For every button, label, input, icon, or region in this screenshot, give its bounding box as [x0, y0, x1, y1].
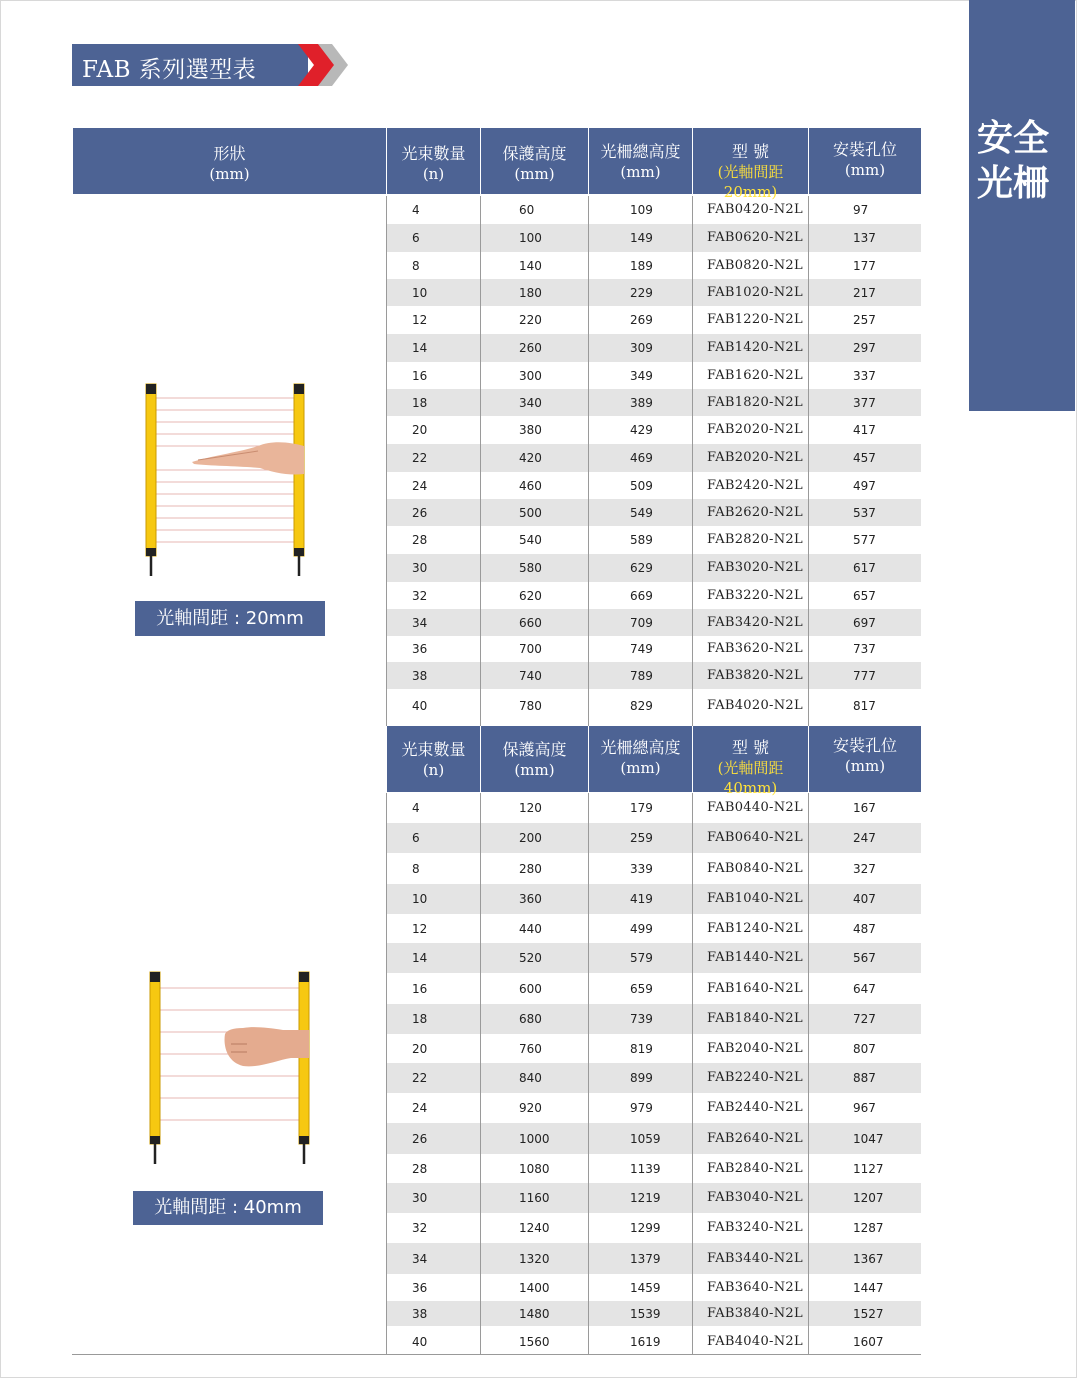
spacing-caption-40: 光軸間距 : 40mm	[133, 1191, 323, 1225]
title-badge	[72, 44, 308, 86]
cell-model: FAB3040-N2L	[707, 1190, 803, 1205]
cell-mount: 247	[853, 831, 876, 845]
cell-beams: 36	[412, 642, 428, 656]
table-row	[387, 1063, 921, 1093]
cell-mount: 967	[853, 1101, 876, 1115]
table-row	[387, 793, 921, 823]
cell-mount: 537	[853, 506, 876, 520]
cell-beams: 30	[412, 561, 428, 575]
header-model: 型 號 (光軸間距20mm)	[717, 142, 784, 201]
cell-total-height: 589	[630, 533, 653, 547]
cell-total-height: 819	[630, 1042, 653, 1056]
cell-model: FAB3020-N2L	[707, 560, 803, 575]
cell-mount: 807	[853, 1042, 876, 1056]
cell-mount: 337	[853, 369, 876, 383]
cell-total-height: 749	[630, 642, 653, 656]
cell-mount: 257	[853, 313, 876, 327]
cell-beams: 8	[412, 862, 420, 876]
cell-total-height: 259	[630, 831, 653, 845]
cell-model: FAB1620-N2L	[707, 368, 803, 383]
table-row	[387, 943, 921, 973]
cell-beams: 4	[412, 203, 420, 217]
cell-beams: 4	[412, 801, 420, 815]
cell-total-height: 189	[630, 259, 653, 273]
cell-model: FAB3840-N2L	[707, 1306, 803, 1321]
cell-model: FAB1240-N2L	[707, 921, 803, 936]
cell-beams: 18	[412, 396, 428, 410]
cell-total-height: 669	[630, 589, 653, 603]
cell-model: FAB0440-N2L	[707, 800, 803, 815]
table-row	[387, 279, 921, 306]
cell-mount: 697	[853, 616, 876, 630]
header-protect-height: 保護高度 (mm)	[502, 144, 567, 183]
cell-model: FAB0820-N2L	[707, 258, 803, 273]
cell-mount: 657	[853, 589, 876, 603]
table-row	[387, 252, 921, 279]
cell-total-height: 1139	[630, 1162, 661, 1176]
cell-mount: 1527	[853, 1307, 884, 1321]
header-total-height: 光柵總高度 (mm)	[600, 142, 681, 181]
column-divider	[480, 793, 481, 1354]
cell-protect-height: 200	[519, 831, 542, 845]
table-row	[387, 1183, 921, 1213]
cell-protect-height: 740	[519, 669, 542, 683]
cell-beams: 16	[412, 982, 428, 996]
cell-protect-height: 1560	[519, 1335, 550, 1349]
cell-protect-height: 220	[519, 313, 542, 327]
table-row	[387, 196, 921, 224]
cell-beams: 30	[412, 1191, 428, 1205]
cell-beams: 6	[412, 831, 420, 845]
cell-mount: 1207	[853, 1191, 884, 1205]
cell-total-height: 509	[630, 479, 653, 493]
cell-protect-height: 280	[519, 862, 542, 876]
cell-protect-height: 580	[519, 561, 542, 575]
cell-beams: 24	[412, 1101, 428, 1115]
cell-mount: 737	[853, 642, 876, 656]
cell-total-height: 179	[630, 801, 653, 815]
cell-mount: 417	[853, 423, 876, 437]
light-curtain-hand-image	[140, 380, 315, 580]
cell-total-height: 659	[630, 982, 653, 996]
cell-protect-height: 360	[519, 892, 542, 906]
cell-model: FAB2240-N2L	[707, 1070, 803, 1085]
cell-total-height: 1539	[630, 1307, 661, 1321]
cell-beams: 14	[412, 341, 428, 355]
cell-protect-height: 760	[519, 1042, 542, 1056]
cell-beams: 20	[412, 423, 428, 437]
cell-model: FAB2820-N2L	[707, 532, 803, 547]
cell-protect-height: 1160	[519, 1191, 550, 1205]
table-row	[387, 1301, 921, 1326]
cell-model: FAB2420-N2L	[707, 478, 803, 493]
page-title: FAB 系列選型表	[82, 57, 257, 83]
table-row	[387, 444, 921, 472]
table-row	[387, 499, 921, 526]
cell-model: FAB2020-N2L	[707, 450, 803, 465]
cell-total-height: 429	[630, 423, 653, 437]
cell-mount: 377	[853, 396, 876, 410]
cell-total-height: 709	[630, 616, 653, 630]
cell-model: FAB3820-N2L	[707, 668, 803, 683]
cell-total-height: 579	[630, 951, 653, 965]
cell-mount: 1287	[853, 1221, 884, 1235]
cell-model: FAB1640-N2L	[707, 981, 803, 996]
cell-beams: 36	[412, 1281, 428, 1295]
cell-beams: 22	[412, 1071, 428, 1085]
cell-model: FAB4020-N2L	[707, 698, 803, 713]
cell-protect-height: 260	[519, 341, 542, 355]
cell-mount: 567	[853, 951, 876, 965]
cell-mount: 777	[853, 669, 876, 683]
cell-protect-height: 140	[519, 259, 542, 273]
column-divider	[480, 196, 481, 726]
table-row	[387, 636, 921, 662]
header-mount: 安裝孔位 (mm)	[832, 736, 897, 775]
cell-total-height: 109	[630, 203, 653, 217]
cell-beams: 26	[412, 1132, 428, 1146]
cell-beams: 18	[412, 1012, 428, 1026]
cell-total-height: 1379	[630, 1252, 661, 1266]
cell-model: FAB1820-N2L	[707, 395, 803, 410]
side-tab	[969, 0, 1075, 411]
table-row	[387, 306, 921, 334]
cell-protect-height: 1480	[519, 1307, 550, 1321]
cell-protect-height: 1080	[519, 1162, 550, 1176]
table-row	[387, 973, 921, 1004]
cell-total-height: 269	[630, 313, 653, 327]
cell-model: FAB3220-N2L	[707, 588, 803, 603]
table-row	[387, 689, 921, 723]
cell-beams: 40	[412, 1335, 428, 1349]
table-row	[387, 823, 921, 853]
cell-protect-height: 300	[519, 369, 542, 383]
cell-protect-height: 60	[519, 203, 535, 217]
spacing-caption-20: 光軸間距 : 20mm	[135, 601, 325, 636]
cell-mount: 1047	[853, 1132, 884, 1146]
cell-model: FAB1420-N2L	[707, 340, 803, 355]
cell-model: FAB3620-N2L	[707, 641, 803, 656]
cell-protect-height: 620	[519, 589, 542, 603]
cell-total-height: 629	[630, 561, 653, 575]
column-divider	[588, 793, 589, 1354]
cell-beams: 8	[412, 259, 420, 273]
table-row	[387, 334, 921, 362]
bottom-rule	[72, 1354, 921, 1355]
table-row	[387, 1004, 921, 1034]
cell-total-height: 789	[630, 669, 653, 683]
column-divider	[692, 196, 693, 726]
cell-model: FAB2840-N2L	[707, 1161, 803, 1176]
cell-mount: 727	[853, 1012, 876, 1026]
cell-model: FAB2020-N2L	[707, 422, 803, 437]
chevron-right-icon	[296, 42, 348, 88]
cell-model: FAB0620-N2L	[707, 230, 803, 245]
column-divider	[386, 793, 387, 1354]
cell-model: FAB0420-N2L	[707, 202, 803, 217]
cell-total-height: 349	[630, 369, 653, 383]
cell-beams: 12	[412, 922, 428, 936]
cell-protect-height: 440	[519, 922, 542, 936]
cell-protect-height: 600	[519, 982, 542, 996]
cell-total-height: 469	[630, 451, 653, 465]
cell-model: FAB3420-N2L	[707, 615, 803, 630]
cell-model: FAB2040-N2L	[707, 1041, 803, 1056]
cell-beams: 38	[412, 669, 428, 683]
cell-mount: 487	[853, 922, 876, 936]
table-row	[387, 416, 921, 444]
cell-protect-height: 680	[519, 1012, 542, 1026]
cell-protect-height: 380	[519, 423, 542, 437]
cell-model: FAB0640-N2L	[707, 830, 803, 845]
cell-protect-height: 1000	[519, 1132, 550, 1146]
cell-beams: 32	[412, 589, 428, 603]
cell-total-height: 309	[630, 341, 653, 355]
cell-total-height: 1059	[630, 1132, 661, 1146]
cell-mount: 167	[853, 801, 876, 815]
cell-model: FAB1220-N2L	[707, 312, 803, 327]
cell-protect-height: 840	[519, 1071, 542, 1085]
cell-model: FAB0840-N2L	[707, 861, 803, 876]
column-divider	[588, 196, 589, 726]
cell-model: FAB2620-N2L	[707, 505, 803, 520]
cell-model: FAB1020-N2L	[707, 285, 803, 300]
cell-model: FAB2640-N2L	[707, 1131, 803, 1146]
cell-model: FAB2440-N2L	[707, 1100, 803, 1115]
cell-protect-height: 780	[519, 699, 542, 713]
cell-total-height: 1459	[630, 1281, 661, 1295]
cell-model: FAB4040-N2L	[707, 1334, 803, 1349]
cell-total-height: 899	[630, 1071, 653, 1085]
cell-beams: 10	[412, 892, 428, 906]
cell-beams: 14	[412, 951, 428, 965]
table-row	[387, 914, 921, 943]
cell-total-height: 1219	[630, 1191, 661, 1205]
table-row	[387, 1123, 921, 1154]
cell-total-height: 739	[630, 1012, 653, 1026]
header-model: 型 號 (光軸間距40mm)	[717, 738, 784, 797]
cell-beams: 10	[412, 286, 428, 300]
cell-beams: 34	[412, 616, 428, 630]
cell-protect-height: 660	[519, 616, 542, 630]
cell-mount: 177	[853, 259, 876, 273]
side-tab-label: 安全光柵	[976, 118, 1049, 204]
cell-mount: 617	[853, 561, 876, 575]
cell-mount: 1367	[853, 1252, 884, 1266]
cell-mount: 497	[853, 479, 876, 493]
header-mount: 安裝孔位 (mm)	[832, 140, 897, 179]
cell-beams: 16	[412, 369, 428, 383]
column-divider	[808, 793, 809, 1354]
table-row	[387, 662, 921, 689]
cell-protect-height: 420	[519, 451, 542, 465]
light-curtain-fist-image	[143, 968, 318, 1168]
cell-mount: 1607	[853, 1335, 884, 1349]
cell-protect-height: 1240	[519, 1221, 550, 1235]
cell-total-height: 549	[630, 506, 653, 520]
cell-mount: 457	[853, 451, 876, 465]
table-row	[387, 1034, 921, 1063]
cell-model: FAB1840-N2L	[707, 1011, 803, 1026]
cell-total-height: 829	[630, 699, 653, 713]
header-beams: 光束數量 (n)	[401, 740, 466, 779]
cell-mount: 297	[853, 341, 876, 355]
cell-protect-height: 100	[519, 231, 542, 245]
cell-mount: 647	[853, 982, 876, 996]
cell-beams: 12	[412, 313, 428, 327]
cell-beams: 20	[412, 1042, 428, 1056]
cell-model: FAB1040-N2L	[707, 891, 803, 906]
table-row	[387, 224, 921, 252]
table-row	[387, 362, 921, 389]
cell-total-height: 339	[630, 862, 653, 876]
cell-total-height: 419	[630, 892, 653, 906]
cell-model: FAB3240-N2L	[707, 1220, 803, 1235]
table-row	[387, 1154, 921, 1183]
cell-protect-height: 520	[519, 951, 542, 965]
table-row	[387, 609, 921, 636]
header-shape: 形狀 (mm)	[209, 144, 250, 183]
cell-mount: 97	[853, 203, 869, 217]
cell-protect-height: 1400	[519, 1281, 550, 1295]
table-row	[387, 884, 921, 914]
cell-protect-height: 460	[519, 479, 542, 493]
table-row	[387, 1243, 921, 1274]
header-protect-height: 保護高度 (mm)	[502, 740, 567, 779]
cell-mount: 577	[853, 533, 876, 547]
cell-total-height: 1619	[630, 1335, 661, 1349]
cell-model: FAB3640-N2L	[707, 1280, 803, 1295]
cell-beams: 40	[412, 699, 428, 713]
header-total-height: 光柵總高度 (mm)	[600, 738, 681, 777]
cell-protect-height: 1320	[519, 1252, 550, 1266]
cell-beams: 34	[412, 1252, 428, 1266]
cell-mount: 1447	[853, 1281, 884, 1295]
cell-protect-height: 340	[519, 396, 542, 410]
cell-mount: 1127	[853, 1162, 884, 1176]
cell-mount: 327	[853, 862, 876, 876]
column-divider	[692, 793, 693, 1354]
table-row	[387, 526, 921, 554]
column-divider	[808, 196, 809, 726]
table-row	[387, 1274, 921, 1301]
cell-total-height: 979	[630, 1101, 653, 1115]
table-row	[387, 472, 921, 499]
cell-protect-height: 120	[519, 801, 542, 815]
cell-model: FAB3440-N2L	[707, 1251, 803, 1266]
cell-total-height: 229	[630, 286, 653, 300]
cell-mount: 887	[853, 1071, 876, 1085]
header-beams: 光束數量 (n)	[401, 144, 466, 183]
cell-total-height: 1299	[630, 1221, 661, 1235]
table-row	[387, 582, 921, 609]
cell-model: FAB1440-N2L	[707, 950, 803, 965]
cell-total-height: 499	[630, 922, 653, 936]
column-divider	[386, 196, 387, 726]
cell-mount: 217	[853, 286, 876, 300]
table-row	[387, 853, 921, 884]
cell-beams: 24	[412, 479, 428, 493]
cell-beams: 28	[412, 1162, 428, 1176]
table-row	[387, 1213, 921, 1243]
table-row	[387, 554, 921, 582]
cell-beams: 22	[412, 451, 428, 465]
cell-beams: 38	[412, 1307, 428, 1321]
cell-beams: 26	[412, 506, 428, 520]
cell-protect-height: 180	[519, 286, 542, 300]
table-row	[387, 1093, 921, 1123]
cell-mount: 817	[853, 699, 876, 713]
cell-beams: 6	[412, 231, 420, 245]
cell-protect-height: 540	[519, 533, 542, 547]
cell-protect-height: 920	[519, 1101, 542, 1115]
cell-beams: 28	[412, 533, 428, 547]
cell-total-height: 149	[630, 231, 653, 245]
cell-protect-height: 500	[519, 506, 542, 520]
cell-mount: 407	[853, 892, 876, 906]
cell-mount: 137	[853, 231, 876, 245]
cell-protect-height: 700	[519, 642, 542, 656]
cell-total-height: 389	[630, 396, 653, 410]
cell-beams: 32	[412, 1221, 428, 1235]
table-row	[387, 389, 921, 416]
